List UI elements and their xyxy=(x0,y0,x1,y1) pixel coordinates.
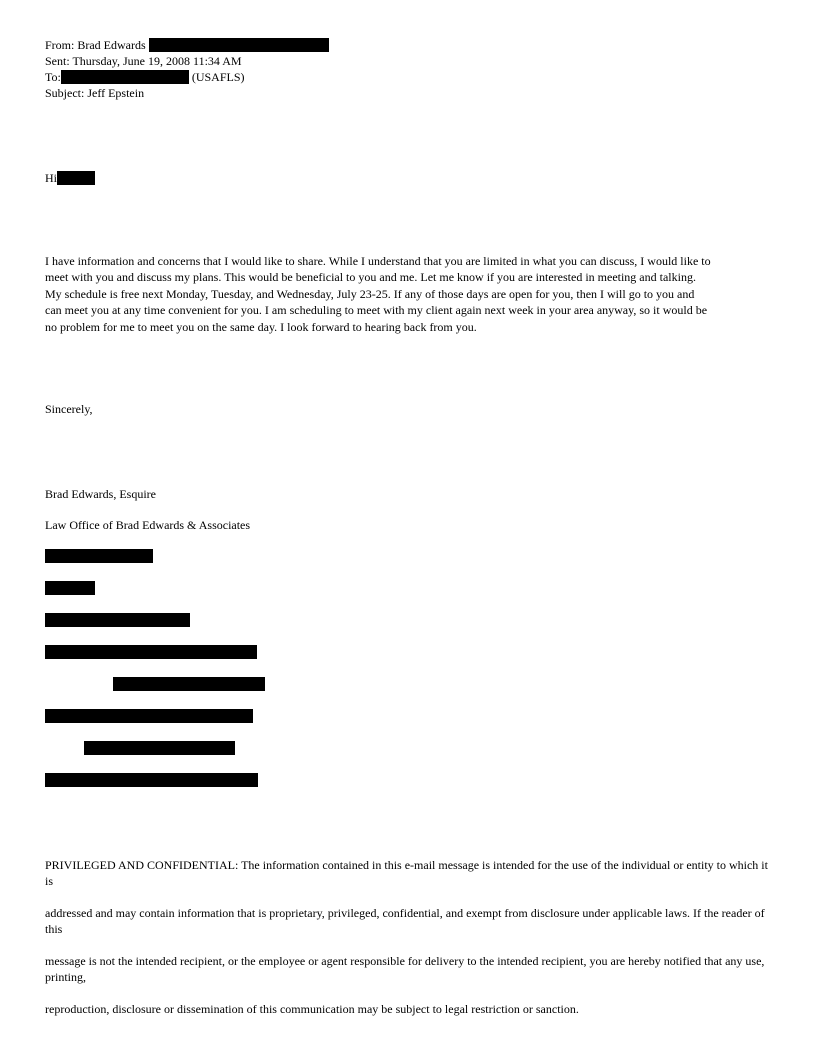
closing: Sincerely, xyxy=(45,402,93,416)
sent-value: Thursday, June 19, 2008 11:34 AM xyxy=(72,54,242,68)
redaction-from-email xyxy=(149,38,329,52)
greeting-text: Hi xyxy=(45,171,57,185)
redaction-signature-line xyxy=(45,549,153,563)
header-subject xyxy=(45,85,144,101)
redaction-signature-line xyxy=(84,741,235,755)
redaction-greeting-name xyxy=(57,171,95,185)
subject-value: Jeff Epstein xyxy=(87,86,145,100)
body-line: meet with you and discuss my plans. This would be beneficial to you and me. Let me know if you are interested in meeting and talking. xyxy=(45,270,696,285)
body-line: can meet you at any time convenient for you. I am scheduling to meet with my client again next week in your area anyway, so it would be xyxy=(45,303,708,318)
greeting xyxy=(45,170,95,186)
from-label: From: xyxy=(45,38,75,52)
header-sent xyxy=(45,53,242,69)
signature-firm: Law Office of Brad Edwards & Associates xyxy=(45,518,251,532)
redaction-signature-line xyxy=(45,645,257,659)
body-line: My schedule is free next Monday, Tuesday, and Wednesday, July 23-25. If any of those days are open for you, then I will go to you and xyxy=(45,286,695,301)
body-line: no problem for me to meet you on the same day. I look forward to hearing back from you. xyxy=(45,319,477,334)
to-suffix: (USAFLS) xyxy=(191,70,245,84)
disclaimer-paragraph: addressed and may contain information that is proprietary, privileged, confidential, and exempt from disclosure under applicable laws. If the reader of this xyxy=(45,906,765,936)
disclaimer-paragraph: message is not the intended recipient, or the employee or agent responsible for delivery to the intended recipient, you are hereby notified that any use, printing, xyxy=(45,954,765,984)
redaction-signature-line xyxy=(45,709,253,723)
disclaimer-paragraph: PRIVILEGED AND CONFIDENTIAL: The information contained in this e-mail message is intended for the use of the individual or entity to which it is xyxy=(45,858,768,888)
redaction-signature-line xyxy=(45,773,258,787)
from-name: Brad Edwards xyxy=(77,38,146,52)
body-paragraph xyxy=(45,253,775,335)
redaction-signature-line xyxy=(45,581,95,595)
redaction-to-recipient xyxy=(61,70,189,84)
sent-label: Sent: xyxy=(45,54,70,68)
redaction-signature-line xyxy=(45,613,190,627)
disclaimer-paragraph: reproduction, disclosure or dissemination of this communication may be subject to legal restriction or sanction. xyxy=(45,1002,579,1016)
subject-label: Subject: xyxy=(45,86,85,100)
to-label: To: xyxy=(45,70,61,84)
body-line: I have information and concerns that I would like to share. While I understand that you are limited in what you can discuss, I would like to xyxy=(45,254,711,268)
redaction-signature-line xyxy=(113,677,265,691)
header-from xyxy=(45,37,329,53)
signature-name: Brad Edwards, Esquire xyxy=(45,487,156,501)
header-to xyxy=(45,69,245,85)
